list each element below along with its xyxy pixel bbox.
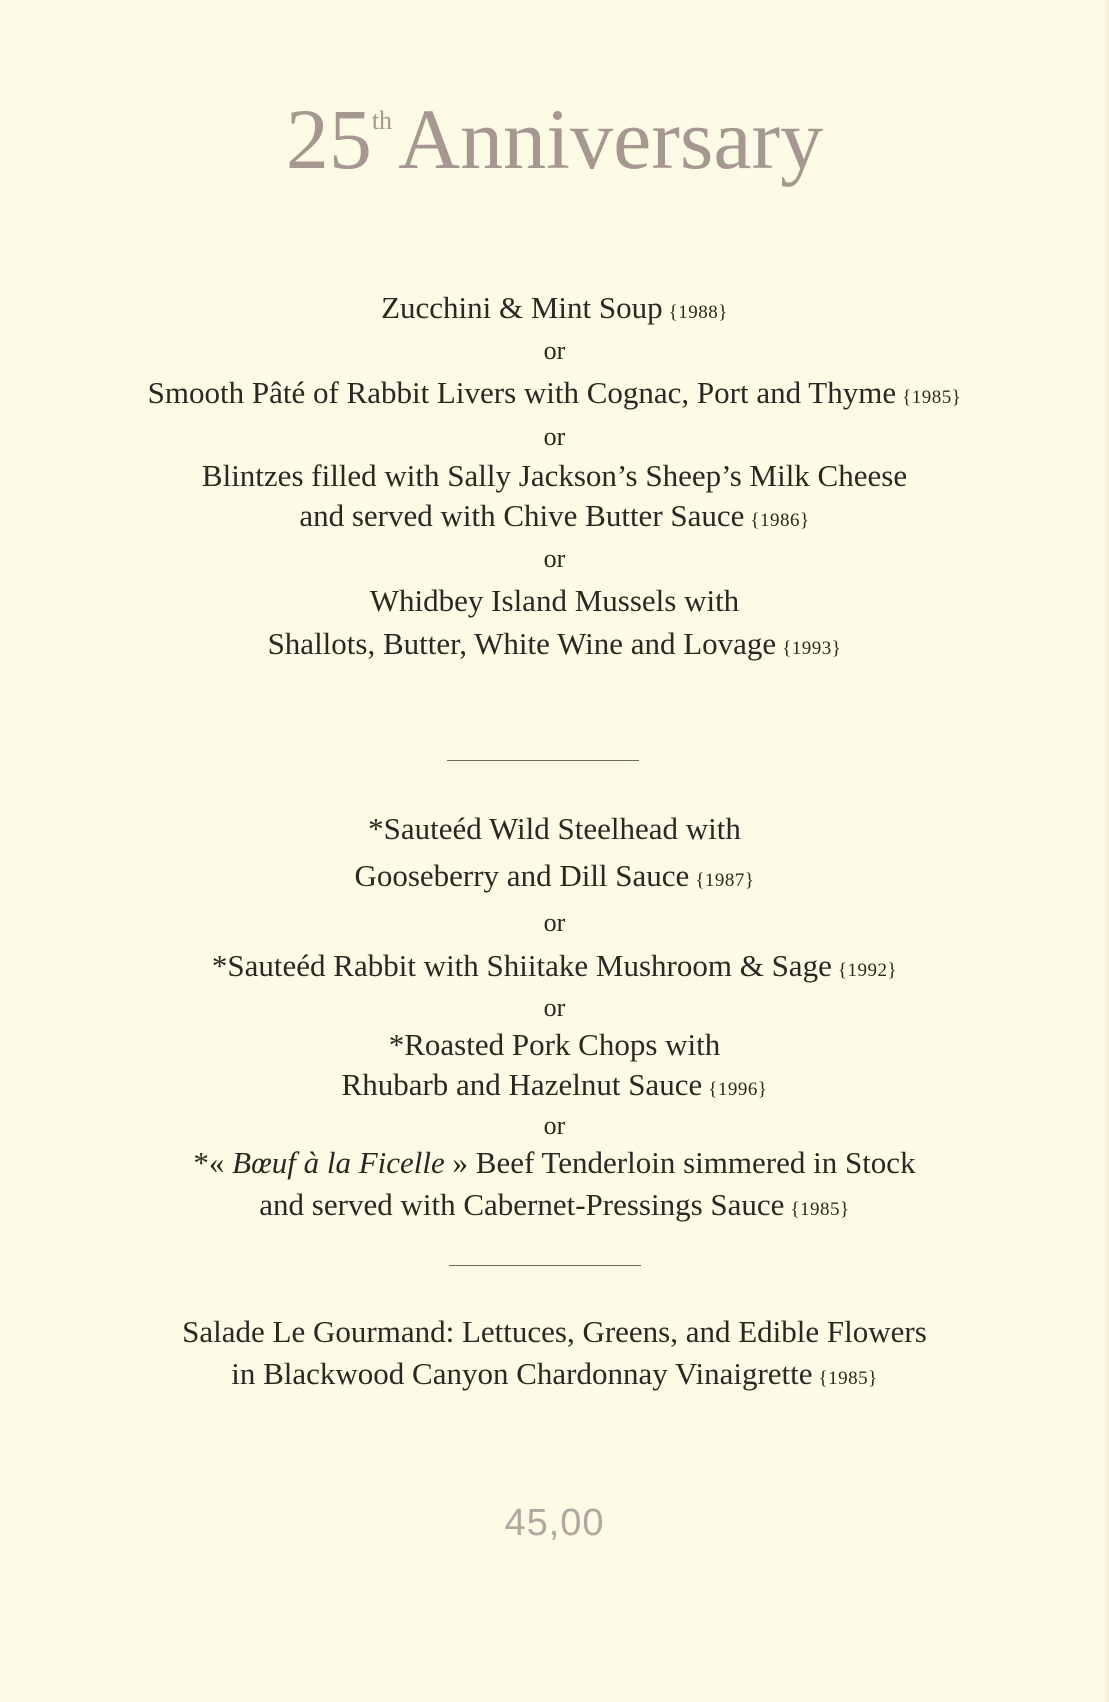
starter-3-line-1: [0, 460, 1109, 491]
dish-name: in Blackwood Canyon Chardonnay Vinaigrette: [231, 1356, 813, 1391]
page-edge-shadow: [1103, 0, 1109, 1702]
dish-year: {1988}: [668, 302, 728, 323]
dish-name: and served with Cabernet-Pressings Sauce: [259, 1187, 785, 1222]
dish-name: Salade Le Gourmand: Lettuces, Greens, and Edible Flowers: [182, 1314, 927, 1349]
dish-year: {1993}: [782, 638, 842, 659]
dish-name: Gooseberry and Dill Sauce: [354, 858, 690, 893]
dish-year: {1985}: [818, 1368, 878, 1389]
dish-name: *Roasted Pork Chops with: [388, 1027, 721, 1062]
dish-name: Shallots, Butter, White Wine and Lovage: [267, 626, 777, 661]
dish-name-italic: Bœuf à la Ficelle: [232, 1145, 445, 1180]
menu-title: [0, 91, 1109, 187]
title-ordinal: th: [371, 106, 393, 135]
main-2: [0, 950, 1109, 981]
or-separator: or: [543, 544, 566, 573]
dish-name: Blintzes filled with Sally Jackson’s Sheep’s Milk Cheese: [201, 458, 908, 493]
main-1-line-2: [0, 860, 1109, 891]
dish-year: {1987}: [695, 870, 755, 891]
starter-1: [0, 292, 1109, 323]
or-separator: or: [543, 422, 566, 451]
salad-line-1: [0, 1316, 1109, 1347]
title-word: Anniversary: [398, 91, 824, 187]
dish-name: » Beef Tenderloin simmered in Stock: [444, 1145, 916, 1180]
or-separator: or: [543, 908, 566, 937]
section-divider: [449, 1265, 641, 1266]
or-separator: or: [543, 1111, 566, 1140]
dish-name: Rhubarb and Hazelnut Sauce: [341, 1067, 703, 1102]
dish-year: {1992}: [837, 960, 898, 981]
or-separator: or: [543, 336, 566, 365]
starter-3-line-2: [0, 500, 1109, 531]
dish-year: {1986}: [750, 510, 810, 531]
main-4-line-2: [0, 1189, 1109, 1220]
dish-name: *Sauteéd Rabbit with Shiitake Mushroom & Sage: [211, 948, 832, 983]
dish-year: {1985}: [790, 1199, 850, 1220]
section-divider: [447, 760, 639, 761]
dish-name: Smooth Pâté of Rabbit Livers with Cognac, Port and Thyme: [147, 375, 897, 410]
main-1-line-1: [0, 813, 1109, 844]
dish-prefix: *«: [193, 1145, 233, 1180]
starter-4-line-2: [0, 628, 1109, 659]
starter-2: [0, 377, 1109, 408]
starter-4-line-1: [0, 585, 1109, 616]
dish-year: {1996}: [708, 1079, 768, 1100]
dish-year: {1985}: [902, 387, 962, 408]
dish-name: Zucchini & Mint Soup: [381, 290, 663, 325]
title-number: 25: [285, 91, 372, 187]
main-3-line-1: [0, 1029, 1109, 1060]
main-3-line-2: [0, 1069, 1109, 1100]
dish-name: *Sauteéd Wild Steelhead with: [368, 811, 741, 846]
dish-name: and served with Chive Butter Sauce: [299, 498, 745, 533]
salad-line-2: [0, 1358, 1109, 1389]
menu-price: 45,00: [504, 1502, 605, 1544]
dish-name: Whidbey Island Mussels with: [369, 583, 740, 618]
or-separator: or: [543, 993, 566, 1022]
main-4-line-1: [0, 1147, 1109, 1178]
